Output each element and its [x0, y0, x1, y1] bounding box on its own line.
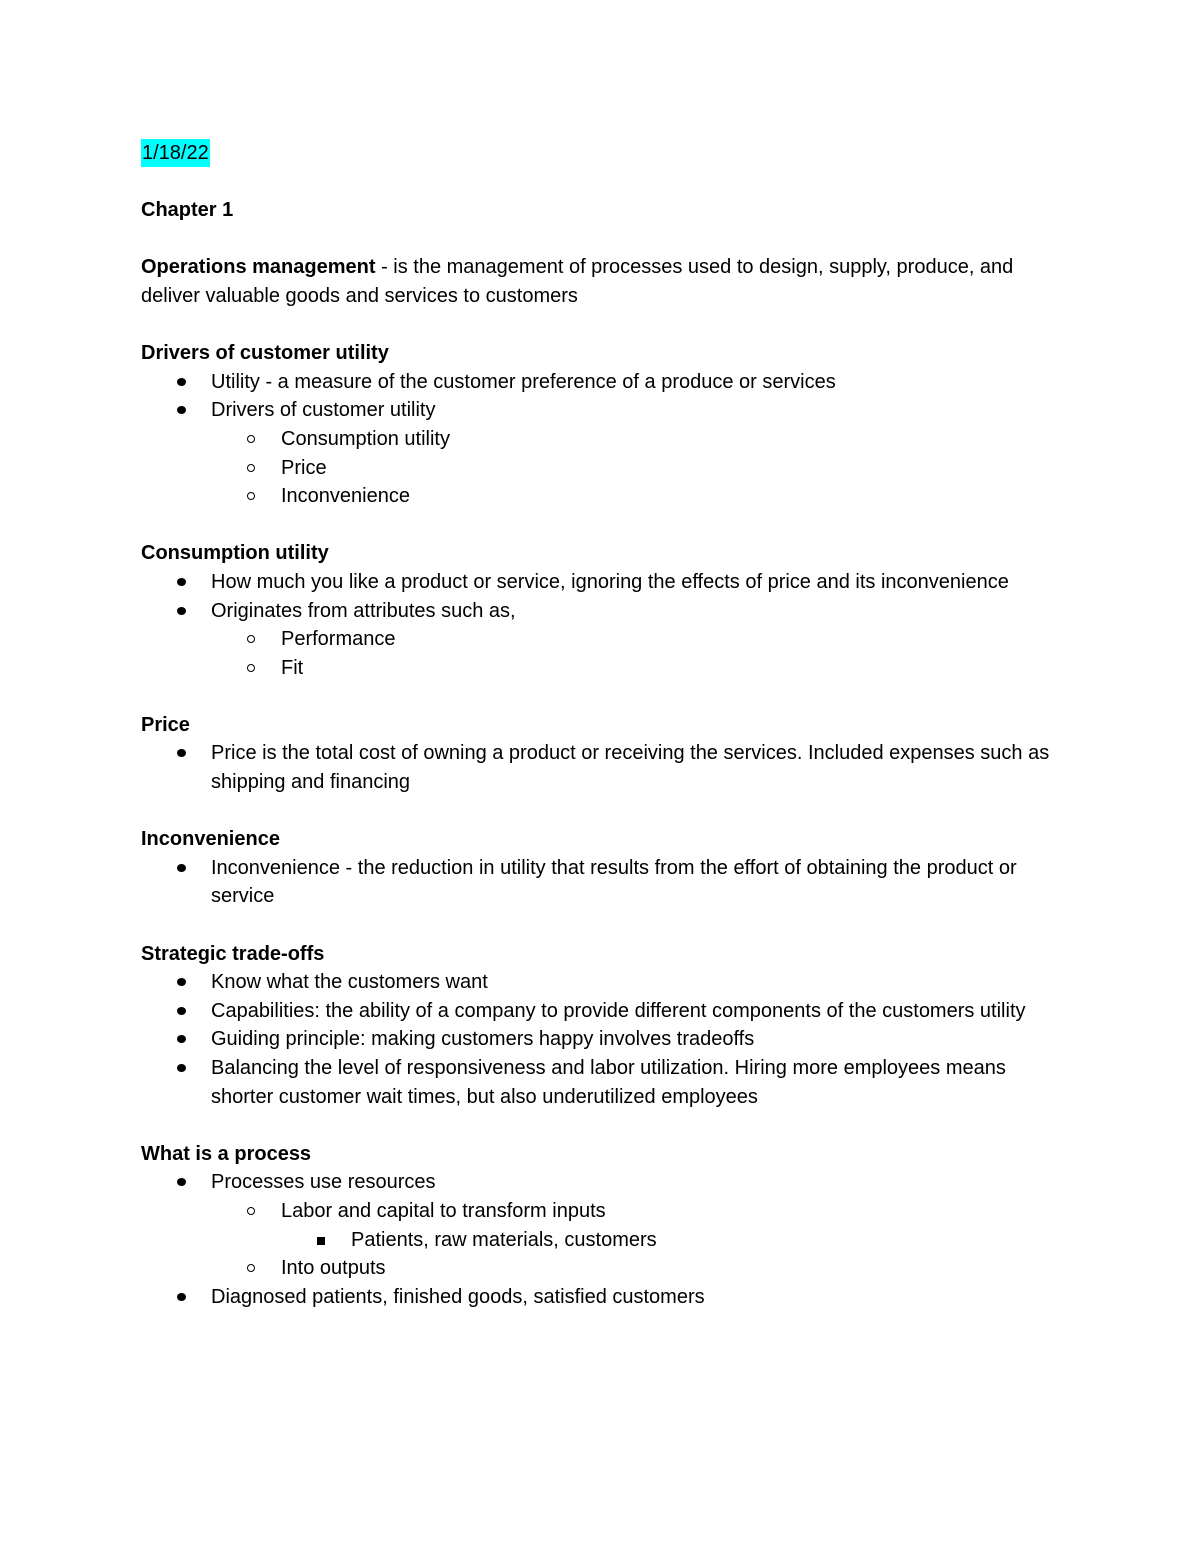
process-sublist	[141, 1197, 1061, 1283]
inconvenience-list	[141, 854, 1061, 911]
list-item: Know what the customers want	[141, 968, 1061, 997]
tradeoffs-list	[141, 968, 1061, 1111]
list-item: How much you like a product or service, ignoring the effects of price and its inconvenience	[141, 568, 1061, 597]
list-item: Fit	[211, 654, 1061, 683]
list-item: Labor and capital to transform inputs Patients, raw materials, customers	[211, 1197, 1061, 1254]
hollow-bullet-icon	[247, 1207, 255, 1215]
list-item: Performance	[211, 625, 1061, 654]
drivers-sublist	[141, 425, 1061, 511]
consumption-sublist	[141, 625, 1061, 682]
bullet-icon	[177, 1293, 186, 1301]
hollow-bullet-icon	[247, 492, 255, 500]
list-item: Drivers of customer utility Consumption utility Price Inconvenience	[141, 396, 1061, 510]
list-item: Guiding principle: making customers happy involves tradeoffs	[141, 1025, 1061, 1054]
list-item: Diagnosed patients, finished goods, satisfied customers	[141, 1283, 1061, 1312]
bullet-icon	[177, 1064, 186, 1072]
list-item: Price is the total cost of owning a product or receiving the services. Included expenses such as shipping and financing	[141, 739, 1061, 796]
hollow-bullet-icon	[247, 664, 255, 672]
hollow-bullet-icon	[247, 1264, 255, 1272]
list-item: Originates from attributes such as, Performance Fit	[141, 597, 1061, 683]
document-page	[141, 139, 1061, 1311]
list-item: Utility - a measure of the customer preference of a produce or services	[141, 368, 1061, 397]
date-highlight: 1/18/22	[141, 139, 210, 167]
list-item: Inconvenience - the reduction in utility that results from the effort of obtaining the product or service	[141, 854, 1061, 911]
bullet-icon	[177, 1007, 186, 1015]
hollow-bullet-icon	[247, 435, 255, 443]
list-item: Price	[211, 454, 1061, 483]
list-item: Processes use resources Labor and capital to transform inputs Patients, raw materials, customers Into outputs	[141, 1168, 1061, 1282]
square-bullet-icon	[317, 1237, 325, 1245]
list-item: Patients, raw materials, customers	[281, 1226, 1061, 1255]
list-item: Consumption utility	[211, 425, 1061, 454]
drivers-list	[141, 368, 1061, 511]
operations-term: Operations management	[141, 256, 376, 279]
bullet-icon	[177, 978, 186, 986]
bullet-icon	[177, 578, 186, 586]
tradeoffs-heading: Strategic trade-offs	[141, 942, 325, 965]
bullet-icon	[177, 406, 186, 414]
bullet-icon	[177, 1178, 186, 1186]
operations-definition	[141, 253, 1061, 310]
bullet-icon	[177, 1035, 186, 1043]
process-subsublist	[211, 1226, 1061, 1255]
process-list	[141, 1168, 1061, 1311]
list-item: Balancing the level of responsiveness and labor utilization. Hiring more employees means shorter customer wait times, but also underutilized employees	[141, 1054, 1061, 1111]
consumption-heading: Consumption utility	[141, 542, 329, 565]
bullet-icon	[177, 749, 186, 757]
price-heading: Price	[141, 713, 190, 736]
hollow-bullet-icon	[247, 464, 255, 472]
inconvenience-heading: Inconvenience	[141, 828, 280, 851]
price-list	[141, 739, 1061, 796]
chapter-title: Chapter 1	[141, 199, 234, 222]
bullet-icon	[177, 378, 186, 386]
hollow-bullet-icon	[247, 635, 255, 643]
process-heading: What is a process	[141, 1142, 312, 1165]
operations-text: - is the management of processes used to design, supply, produce, and deliver valuable goods and services to customers	[141, 256, 1014, 307]
list-item: Into outputs	[211, 1254, 1061, 1283]
consumption-list	[141, 568, 1061, 682]
drivers-heading: Drivers of customer utility	[141, 342, 389, 365]
bullet-icon	[177, 607, 186, 615]
list-item: Capabilities: the ability of a company to provide different components of the customers utility	[141, 997, 1061, 1026]
date-line	[141, 139, 1061, 168]
list-item: Inconvenience	[211, 482, 1061, 511]
bullet-icon	[177, 864, 186, 872]
